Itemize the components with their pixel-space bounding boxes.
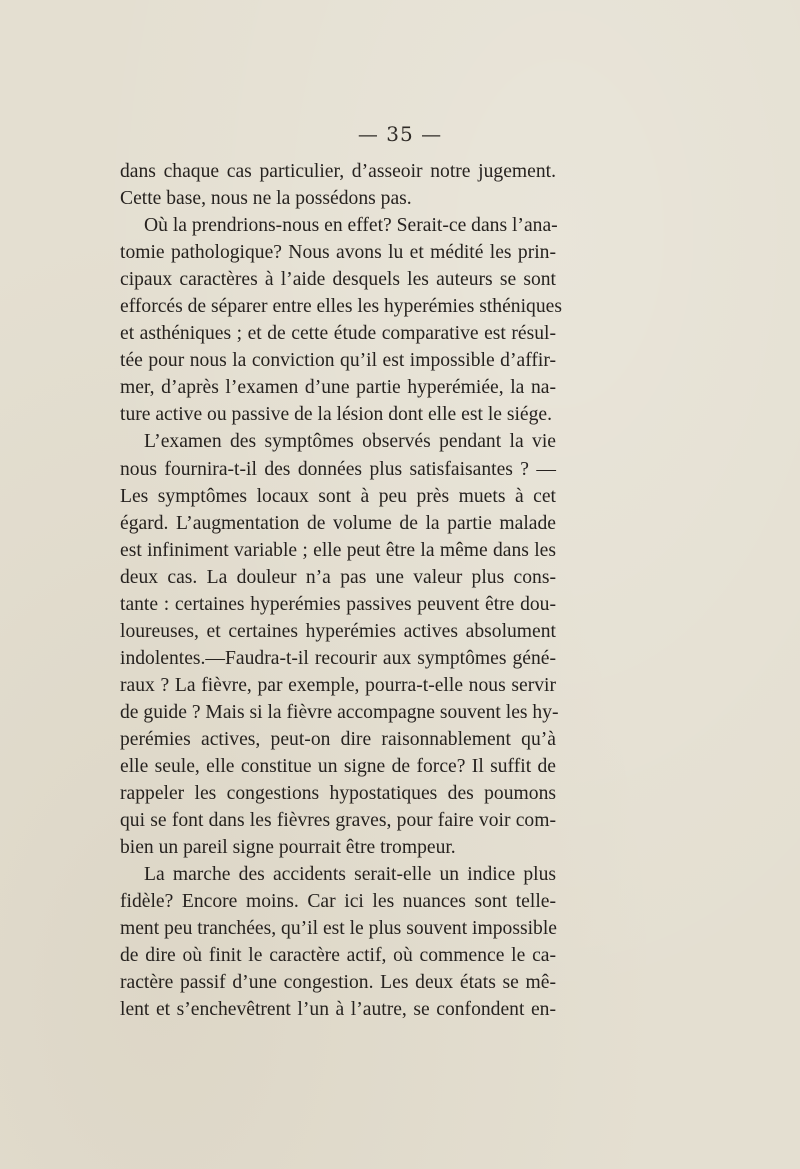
page-number: — 35 — <box>357 122 443 146</box>
text-line: La marche des accidents serait-elle un indice plus <box>144 864 556 886</box>
text-line: rappeler les congestions hypostatiques des poumons <box>120 783 556 805</box>
text-line: mer, d’après l’examen d’une partie hyperémiée, la na- <box>120 377 556 399</box>
text-line: ment peu tranchées, qu’il est le plus souvent impossible <box>120 918 557 940</box>
text-line: efforcés de séparer entre elles les hyperémies sthéniques <box>120 296 562 318</box>
text-line: dans chaque cas particulier, d’asseoir notre jugement. <box>120 161 556 182</box>
text-line: et asthéniques ; et de cette étude comparative est résul- <box>120 323 556 345</box>
body-text <box>120 158 562 1024</box>
text-line: ture active ou passive de la lésion dont elle est le siége. <box>120 404 553 426</box>
text-line: perémies actives, peut-on dire raisonnablement qu’à <box>120 728 556 750</box>
text-line: indolentes.—Faudra-t-il recourir aux symptômes géné- <box>120 647 556 669</box>
text-line: tée pour nous la conviction qu’il est impossible d’affir- <box>120 350 556 372</box>
text-line: L’examen des symptômes observés pendant la vie <box>144 431 556 453</box>
text-line: tante : certaines hyperémies passives peuvent être dou- <box>120 593 556 615</box>
text-line: est infiniment variable ; elle peut être la même dans les <box>120 539 556 561</box>
text-line: Où la prendrions-nous en effet? Serait-ce dans l’ana- <box>144 215 558 237</box>
text-line: bien un pareil signe pourrait être trompeur. <box>120 837 456 859</box>
text-line: de dire où finit le caractère actif, où commence le ca- <box>120 945 556 967</box>
text-line: loureuses, et certaines hyperémies actives absolument <box>120 620 556 642</box>
text-line: cipaux caractères à l’aide desquels les auteurs se sont <box>120 269 556 291</box>
text-line: qui se font dans les fièvres graves, pour faire voir com- <box>120 810 556 832</box>
text-line: fidèle? Encore moins. Car ici les nuances sont telle- <box>120 891 556 913</box>
text-line: égard. L’augmentation de volume de la partie malade <box>120 512 556 534</box>
text-line: elle seule, elle constitue un signe de force? Il suffit de <box>120 756 556 778</box>
text-line: Les symptômes locaux sont à peu près muets à cet <box>120 485 556 507</box>
text-line: Cette base, nous ne la possédons pas. <box>120 188 412 210</box>
text-line: lent et s’enchevêtrent l’un à l’autre, se confondent en- <box>120 999 556 1021</box>
text-line: tomie pathologique? Nous avons lu et médité les prin- <box>120 242 556 264</box>
text-line: deux cas. La douleur n’a pas une valeur plus cons- <box>120 566 556 588</box>
text-line: de guide ? Mais si la fièvre accompagne souvent les hy- <box>120 701 559 723</box>
text-line: ractère passif d’une congestion. Les deux états se mê- <box>120 972 556 994</box>
text-line: raux ? La fièvre, par exemple, pourra-t-elle nous servir <box>120 674 556 696</box>
text-line: nous fournira-t-il des données plus satisfaisantes ? — <box>120 458 556 480</box>
